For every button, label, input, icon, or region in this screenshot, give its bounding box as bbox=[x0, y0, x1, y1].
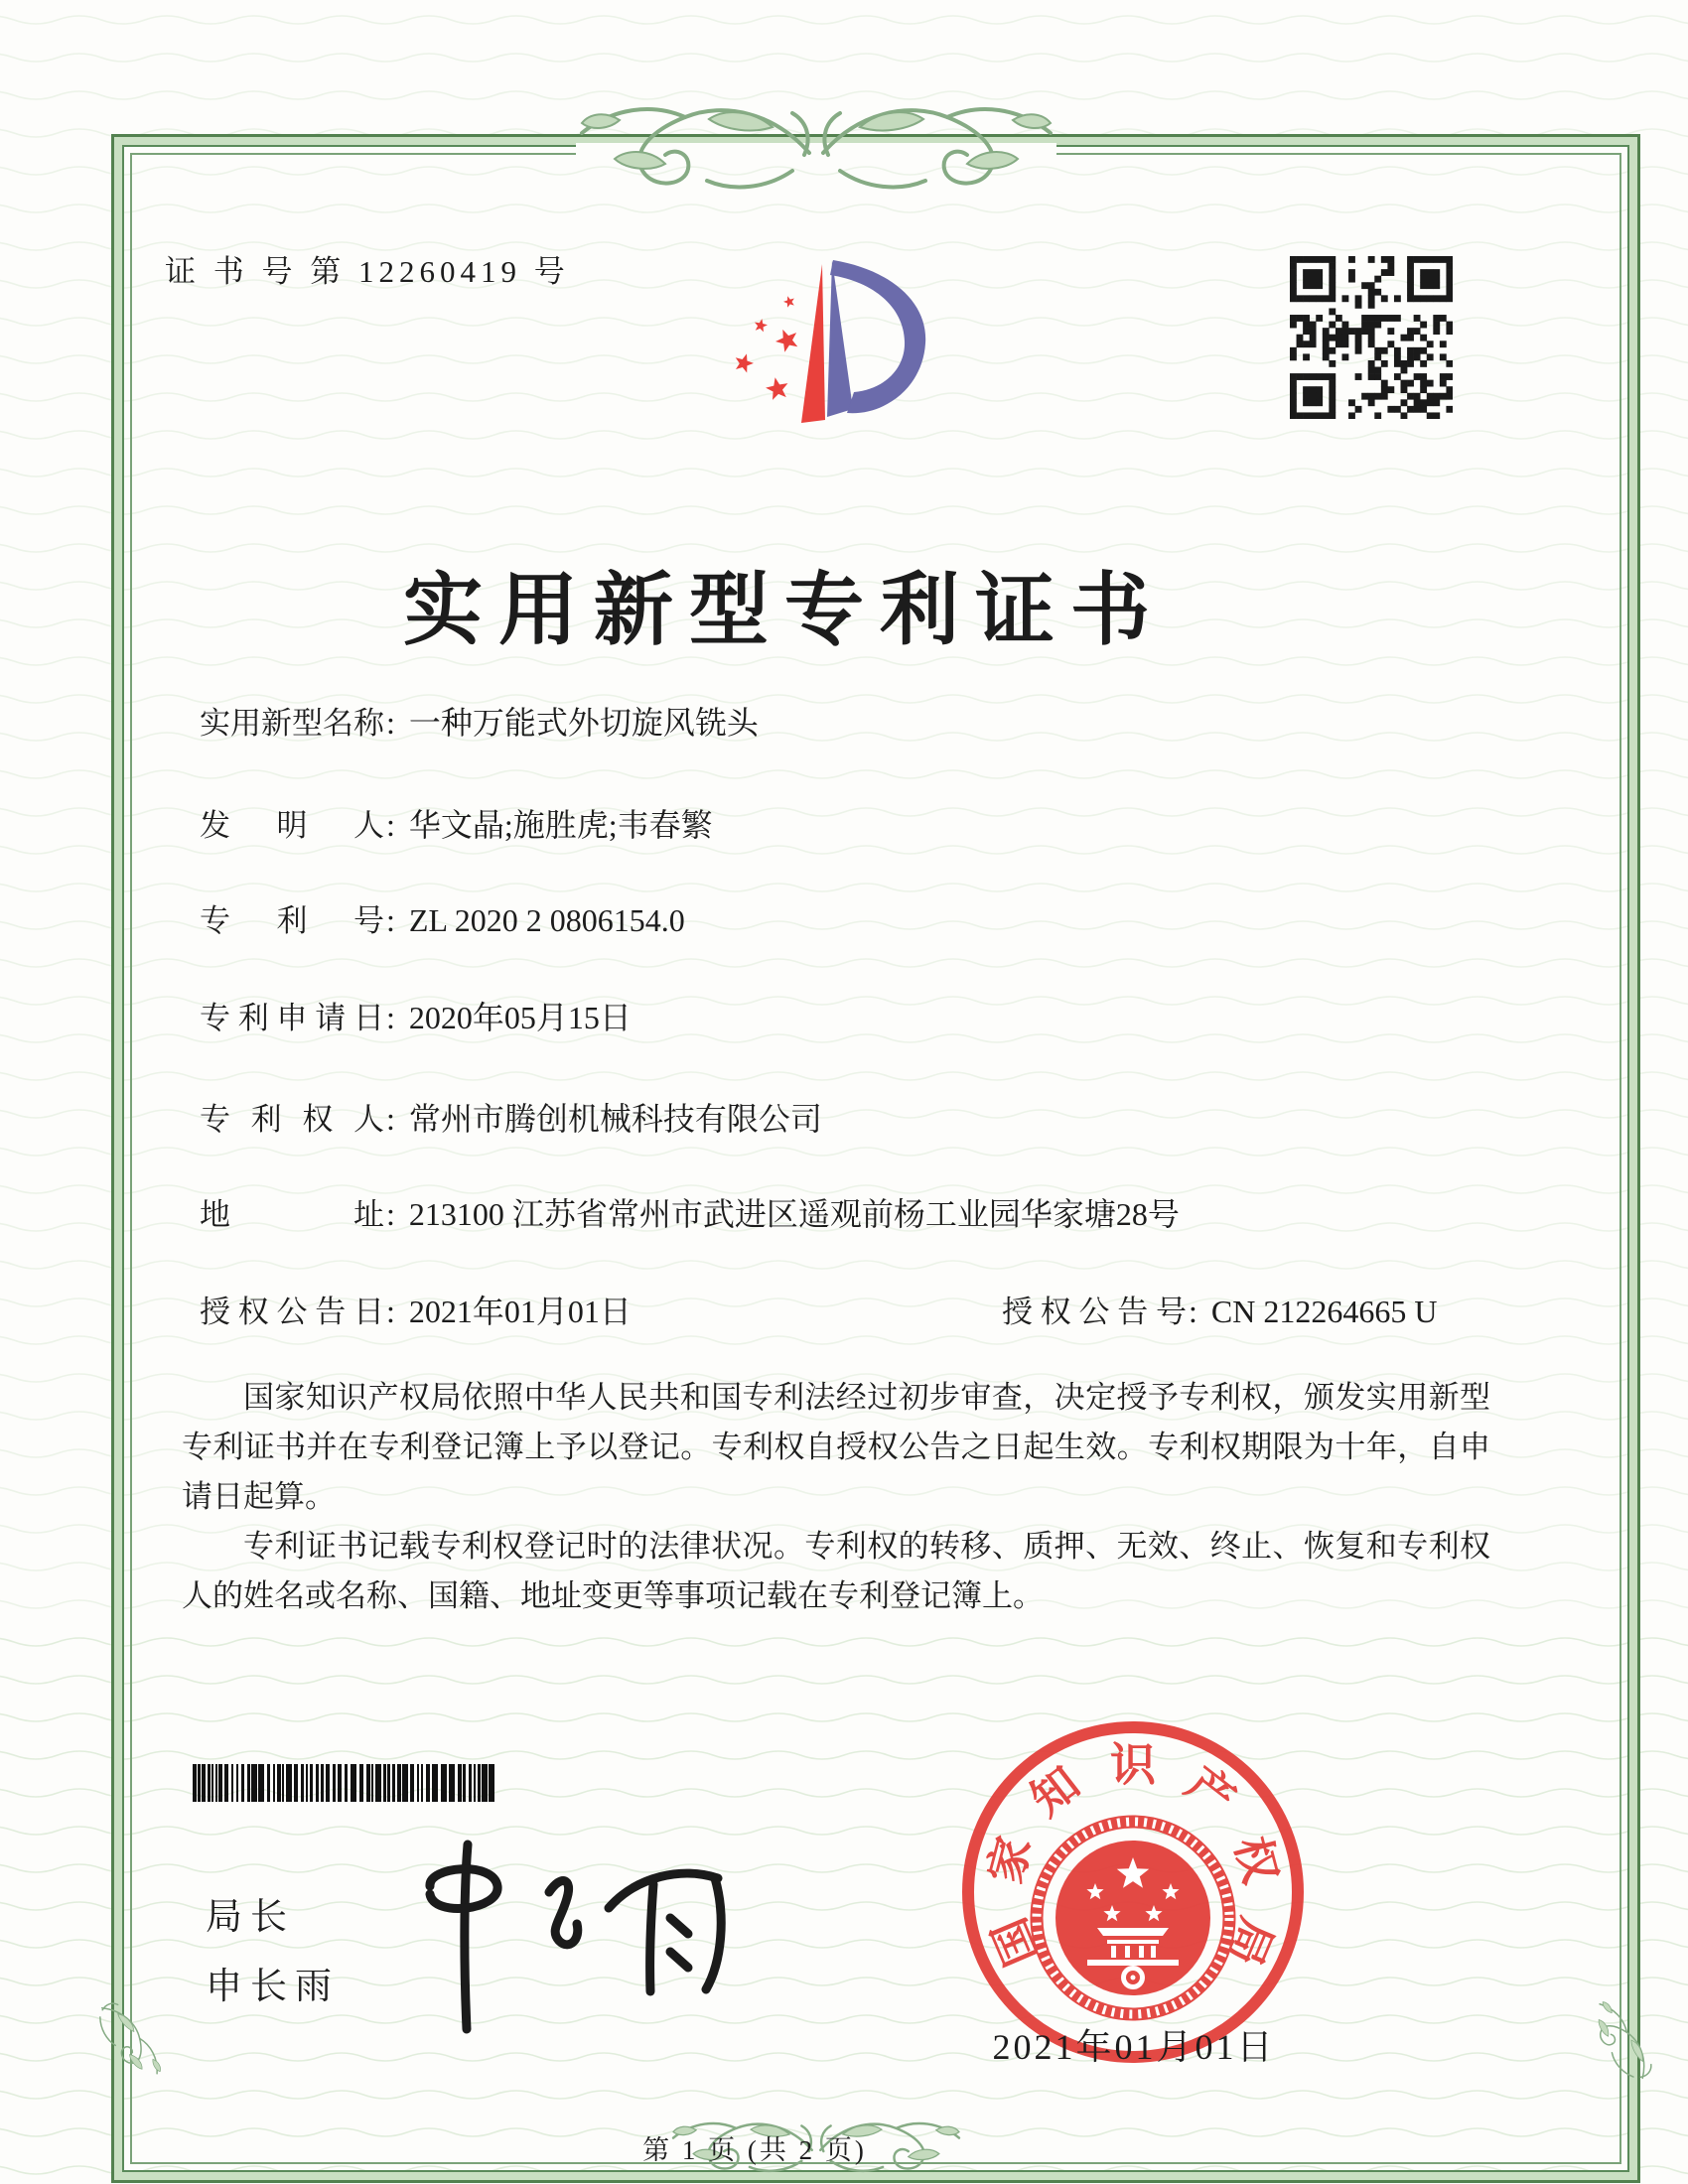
field-row-patentee: 专利权人: 常州市腾创机械科技有限公司 bbox=[200, 1094, 822, 1140]
grant-number-label: 授权公告号 bbox=[1002, 1295, 1187, 1329]
page-number-footer: 第 1 页 (共 2 页) bbox=[642, 2135, 867, 2165]
field-row-grant: 授权公告日: 2021年01月01日 授权公告号: CN 212264665 U bbox=[200, 1287, 1590, 1332]
legal-paragraph-1: 国家知识产权局依照中华人民共和国专利法经过初步审查，决定授予专利权，颁发实用新型专利证书并在专利登记簿上予以登记。专利权自授权公告之日起生效。专利权期限为十年，自申请日起算。 bbox=[182, 1380, 1490, 1514]
cnipa-patent-logo-icon bbox=[690, 242, 933, 446]
field-value: 一种万能式外切旋风铣头 bbox=[408, 705, 759, 741]
grant-date-label: 授权公告日 bbox=[200, 1295, 384, 1329]
field-label: 发明人 bbox=[200, 808, 384, 843]
field-row-filing-date: 专利申请日: 2020年05月15日 bbox=[200, 993, 632, 1038]
field-row-utility-model-name: 实用新型名称: 一种万能式外切旋风铣头 bbox=[200, 698, 759, 744]
qr-code-icon bbox=[1290, 256, 1453, 419]
svg-text:局: 局 bbox=[1217, 1910, 1283, 1974]
seal-date: 2021年01月01日 bbox=[992, 2027, 1276, 2067]
director-role-label: 局长 bbox=[206, 1896, 295, 1937]
field-row-patent-number: 专利号: ZL 2020 2 0806154.0 bbox=[200, 895, 685, 940]
director-name: 申长雨 bbox=[206, 1966, 340, 2006]
field-label: 地址 bbox=[200, 1197, 384, 1232]
grant-number-group: 授权公告号: CN 212264665 U bbox=[1002, 1287, 1437, 1331]
svg-text:家: 家 bbox=[979, 1831, 1041, 1889]
svg-text:识: 识 bbox=[1110, 1739, 1156, 1791]
grant-date-value: 2021年01月01日 bbox=[408, 1294, 632, 1329]
legal-text-block bbox=[182, 1373, 1490, 1621]
legal-paragraph-2: 专利证书记载专利权登记时的法律状况。专利权的转移、质押、无效、终止、恢复和专利权人的姓名或名称、国籍、地址变更等事项记载在专利登记簿上。 bbox=[182, 1529, 1490, 1613]
field-label: 专利号 bbox=[200, 903, 384, 938]
svg-text:知: 知 bbox=[1022, 1757, 1089, 1826]
field-label: 专利申请日 bbox=[200, 1001, 384, 1035]
certificate-number: 证 书 号 第 12260419 号 bbox=[165, 254, 570, 289]
field-value: 常州市腾创机械科技有限公司 bbox=[408, 1101, 822, 1137]
field-value: 213100 江苏省常州市武进区遥观前杨工业园华家塘28号 bbox=[408, 1196, 1180, 1232]
field-row-address: 地址: 213100 江苏省常州市武进区遥观前杨工业园华家塘28号 bbox=[200, 1189, 1180, 1235]
certificate-title: 实用新型专利证书 bbox=[403, 567, 1166, 655]
cnipa-official-seal-icon bbox=[954, 1713, 1312, 2071]
field-value: 华文晶;施胜虎;韦春繁 bbox=[408, 807, 713, 843]
field-value: ZL 2020 2 0806154.0 bbox=[408, 902, 685, 938]
field-label: 专利权人 bbox=[200, 1102, 384, 1137]
director-signature-icon bbox=[372, 1835, 730, 2038]
field-row-inventors: 发明人: 华文晶;施胜虎;韦春繁 bbox=[200, 800, 713, 846]
svg-text:产: 产 bbox=[1177, 1757, 1244, 1826]
national-emblem bbox=[1037, 1822, 1229, 2014]
field-label: 实用新型名称 bbox=[200, 706, 384, 741]
svg-text:国: 国 bbox=[983, 1910, 1049, 1974]
grant-number-value: CN 212264665 U bbox=[1210, 1294, 1438, 1329]
barcode-icon bbox=[191, 1764, 498, 1802]
field-value: 2020年05月15日 bbox=[408, 1000, 632, 1035]
svg-text:权: 权 bbox=[1225, 1831, 1287, 1889]
